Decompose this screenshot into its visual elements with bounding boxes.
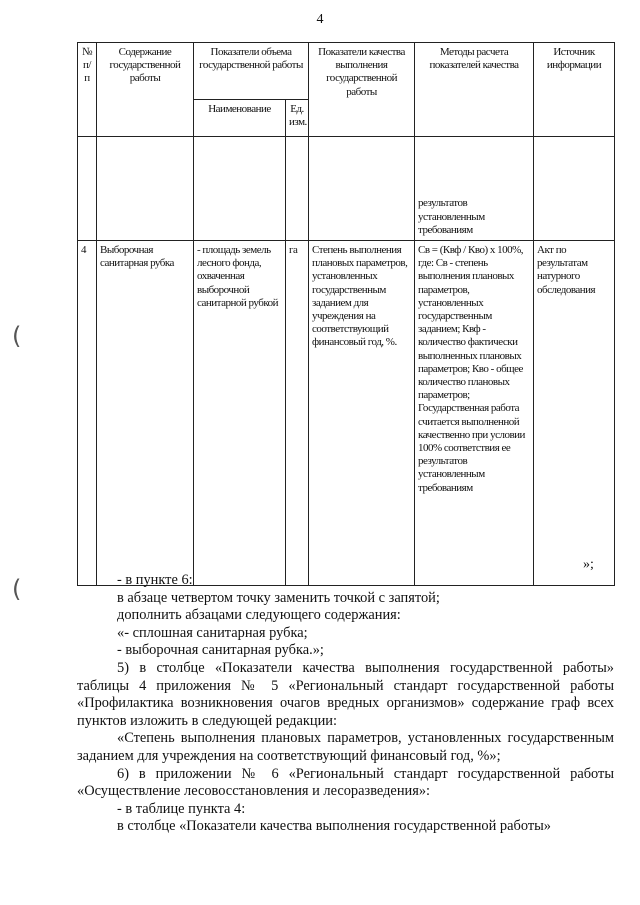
text-line: - выборочная санитарная рубка.»; [117, 642, 324, 659]
text-line: - в пункте 6: [117, 572, 193, 588]
row4-volume-unit: га [289, 244, 298, 256]
header-content: Содержание государственной работы [97, 43, 194, 137]
header-methods: Методы расчета показателей качества [415, 43, 534, 137]
text-line: дополнить абзацами следующего содержания: [117, 607, 401, 624]
page-number: 4 [316, 12, 324, 27]
row4-num: 4 [81, 244, 86, 256]
margin-mark-icon: ( [12, 575, 22, 603]
row4-quality: Степень выполнения плановых параметров, установленных государственным заданием для учреждения на соответствующий финансовый год, %. [312, 244, 408, 349]
header-volume-unit: Ед. изм. [286, 100, 309, 137]
paragraph-6: 6) в приложении № 6 «Региональный стандарт государственной работы «Осуществление лесовосстановления и лесоразведения»: [77, 765, 614, 800]
row4-volume-name: - площадь земель лесного фонда, охваченная выборочной санитарной рубкой [197, 244, 278, 309]
margin-mark-icon: ( [12, 322, 22, 350]
table-row-continuation [78, 137, 615, 241]
header-num: № п/п [78, 43, 97, 137]
text-line: в абзаце четвертом точку заменить точкой с запятой; [117, 589, 440, 606]
text-line: «- сплошная санитарная рубка; [117, 624, 308, 641]
amendment-text [77, 572, 614, 836]
row4-content: Выборочная санитарная рубка [100, 244, 174, 270]
continuation-methods-cell: результатов установленным требованиям [418, 197, 485, 236]
header-volume-name: Наименование [194, 100, 286, 137]
table-row-4 [78, 241, 615, 586]
text-line: - в таблице пункта 4: [117, 800, 246, 817]
header-quality: Показатели качества выполнения государственной работы [309, 43, 415, 137]
standard-table [77, 42, 615, 586]
header-volume: Показатели объема государственной работы [194, 43, 309, 100]
quote-paragraph: «Степень выполнения плановых параметров, установленных государственным заданием для учреждения на соответствующий финансовый год, %»; [77, 730, 614, 764]
header-source: Источник информации [534, 43, 615, 137]
closing-quote: »; [583, 557, 594, 572]
row4-methods: Св = (Квф / Кво) x 100%, где: Св - степень выполнения плановых параметров, установленных государственным заданием; Квф - количество фактически выполненных плановых параметров; Кво - общее количество плановых параметров; Государственная работа считается выполненной качественно при условии 100% соответствия ее результатов установленным требованиям [418, 244, 525, 494]
text-line: в столбце «Показатели качества выполнения государственной работы» [117, 818, 551, 835]
paragraph-5: 5) в столбце «Показатели качества выполнения государственной работы» таблицы 4 приложения № 5 «Региональный стандарт государственной работы «Профилактика возникновения очагов вредных организмов» содержание граф всех пунктов изложить в следующей редакции: [77, 659, 614, 729]
row4-source: Акт по результатам натурного обследования [537, 244, 596, 296]
